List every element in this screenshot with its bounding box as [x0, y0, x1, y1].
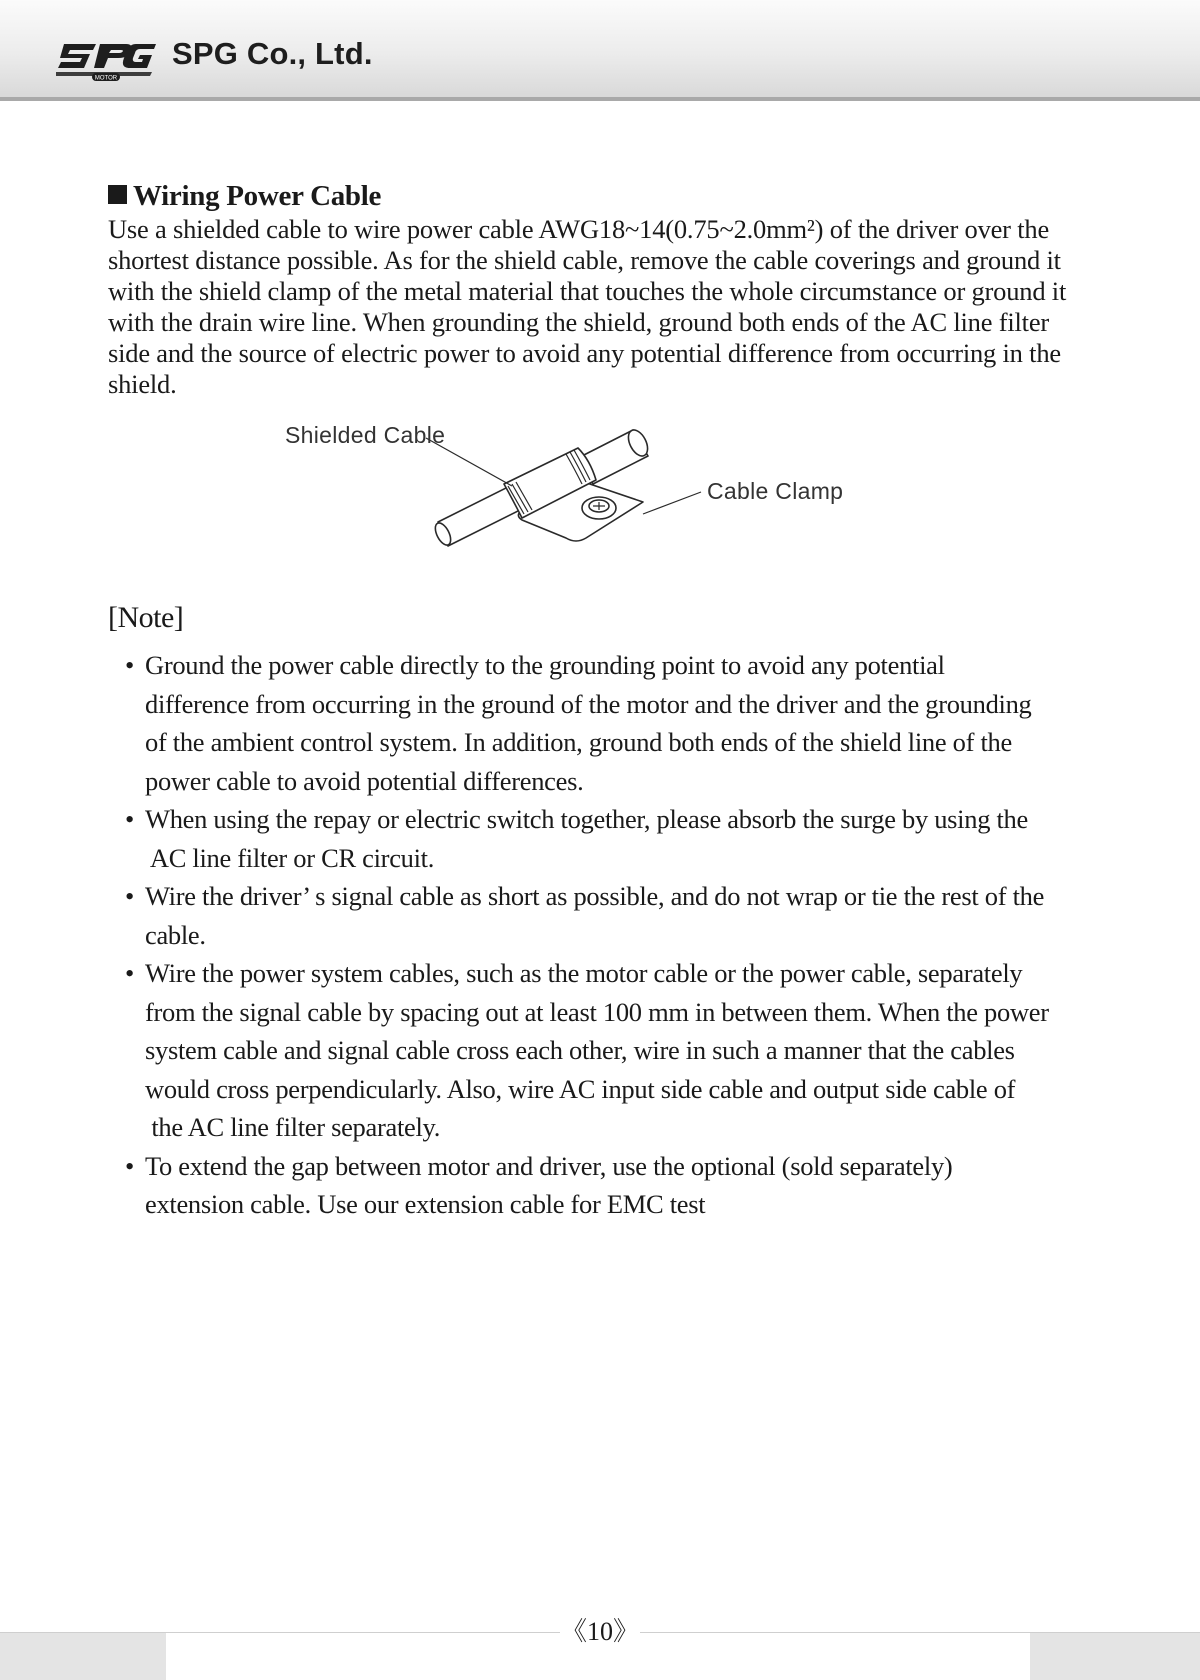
note-list: [108, 646, 1108, 1224]
note-line: of the ambient control system. In addition, ground both ends of the shield line of the: [145, 727, 1012, 757]
section-title: [108, 178, 1108, 214]
section-title-text: Wiring Power Cable: [133, 180, 382, 212]
square-bullet-icon: [108, 185, 127, 204]
intro-line: shortest distance possible. As for the shield cable, remove the cable coverings and ground it: [108, 245, 1061, 275]
note-line: • Ground the power cable directly to the grounding point to avoid any potential: [145, 650, 945, 680]
footer-left-bar: [0, 1632, 166, 1680]
note-line: cable.: [145, 919, 206, 950]
cable-clamp-label: Cable Clamp: [707, 478, 844, 504]
note-item: [145, 646, 1108, 800]
intro-line: Use a shielded cable to wire power cable AWG18~14(0.75~2.0mm²) of the driver over the: [108, 214, 1050, 244]
note-line: • Wire the driver’ s signal cable as short as possible, and do not wrap or tie the rest of the: [145, 881, 1045, 911]
intro-line: shield.: [108, 369, 177, 399]
note-line: would cross perpendicularly. Also, wire AC input side cable and output side cable of: [145, 1073, 1016, 1104]
note-line: system cable and signal cable cross each other, wire in such a manner that the cables: [145, 1035, 1015, 1065]
note-line: AC line filter or CR circuit.: [145, 842, 435, 873]
note-item: [145, 1147, 1108, 1224]
note-item: [145, 954, 1108, 1147]
intro-line: with the drain wire line. When grounding the shield, ground both ends of the AC line filter: [108, 307, 1050, 337]
note-line: extension cable. Use our extension cable for EMC test: [145, 1189, 706, 1219]
note-line: power cable to avoid potential differences.: [145, 765, 584, 796]
note-title: [Note]: [108, 601, 184, 634]
note-line: • When using the repay or electric switch together, please absorb the surge by using the: [145, 804, 1028, 834]
note-line: from the signal cable by spacing out at least 100 mm in between them. When the power: [145, 996, 1049, 1027]
page-number: 《10》: [560, 1614, 640, 1650]
header-divider: [0, 97, 1200, 101]
note-line: the AC line filter separately.: [145, 1112, 441, 1142]
logo-sub-text: MOTOR: [94, 75, 118, 82]
page-content: [108, 178, 1108, 1224]
cable-clamp-illustration-icon: [108, 410, 1108, 580]
intro-line: with the shield clamp of the metal material that touches the whole circumstance or ground it: [108, 276, 1067, 306]
cable-clamp-figure: [108, 410, 1108, 580]
note-item: [145, 800, 1108, 877]
note-line: • To extend the gap between motor and driver, use the optional (sold separately): [145, 1150, 953, 1181]
intro-paragraph: [108, 214, 1108, 400]
shielded-cable-label: Shielded Cable: [285, 422, 446, 448]
note-line: • Wire the power system cables, such as the motor cable or the power cable, separately: [145, 958, 1023, 988]
note-line: difference from occurring in the ground of the motor and the driver and the grounding: [145, 688, 1032, 719]
spg-logo-icon: [56, 36, 156, 82]
intro-line: side and the source of electric power to avoid any potential difference from occurring in the: [108, 338, 1061, 368]
note-item: [145, 877, 1108, 954]
company-name: SPG Co., Ltd.: [172, 36, 373, 71]
footer-right-bar: [1030, 1632, 1200, 1680]
